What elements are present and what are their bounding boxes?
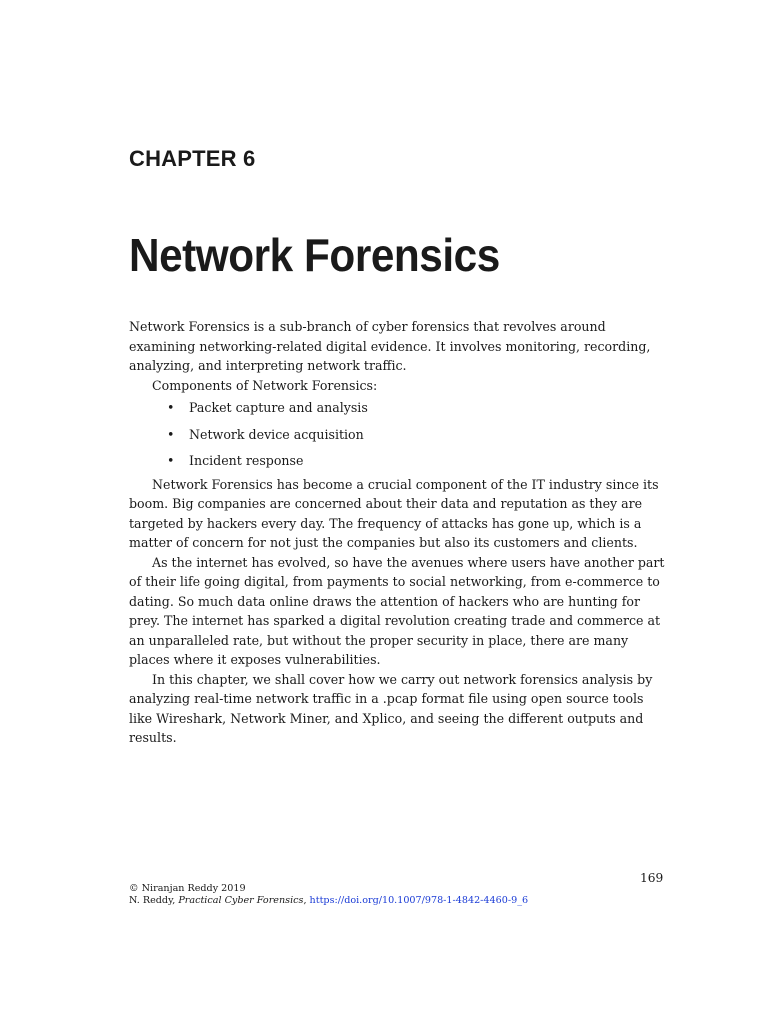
copyright-line: © Niranjan Reddy 2019 [129, 883, 246, 894]
paragraph: Network Forensics has become a crucial component of the IT industry since its boom. Big companies are concerned about their data and reputation as they are targeted by hackers every day. The frequency of attacks has gone up, which is a matter of concern for not just the companies but also its customers and clients. [129, 476, 659, 550]
intro-paragraph: Network Forensics is a sub-branch of cyber forensics that revolves around examining networking-related digital evidence. It involves monitoring, recording, analyzing, and interpreting network traffic. [129, 319, 651, 373]
bullet-icon: • [167, 400, 175, 415]
page-number: 169 [640, 871, 664, 885]
list-item-label: Packet capture and analysis [189, 400, 368, 415]
bullet-icon: • [167, 453, 175, 468]
components-heading: Components of Network Forensics: [152, 377, 378, 393]
doi-link[interactable]: https://doi.org/10.1007/978-1-4842-4460-9_6 [309, 895, 529, 906]
list-item [129, 422, 669, 449]
book-title: Practical Cyber Forensics [178, 895, 304, 906]
chapter-title: Network Forensics [129, 229, 500, 281]
paragraph: In this chapter, we shall cover how we carry out network forensics analysis by analyzing real-time network traffic in a .pcap format file using open source tools like Wireshark, Network Miner, and Xplico, and seeing the different outputs and results. [129, 671, 653, 745]
bullet-icon: • [167, 426, 175, 442]
list-item [129, 448, 669, 475]
chapter-label: CHAPTER 6 [129, 146, 256, 171]
list-item [129, 395, 669, 422]
list-item-label: Network device acquisition [189, 426, 364, 442]
components-list [129, 395, 669, 475]
citation-separator: , [303, 895, 310, 906]
footer-credits [129, 883, 528, 907]
list-item-label: Incident response [189, 453, 304, 468]
citation-line [129, 895, 528, 907]
chapter-body [129, 317, 669, 748]
paragraph: As the internet has evolved, so have the avenues where users have another part of their life going digital, from payments to social networking, from e-commerce to dating. So much data online draws the attention of hackers who are hunting for prey. The internet has sparked a digital revolution creating trade and commerce at an unparalleled rate, but without the proper security in place, there are many places where it exposes vulnerabilities. [129, 554, 665, 667]
citation-author: N. Reddy, [129, 895, 179, 906]
